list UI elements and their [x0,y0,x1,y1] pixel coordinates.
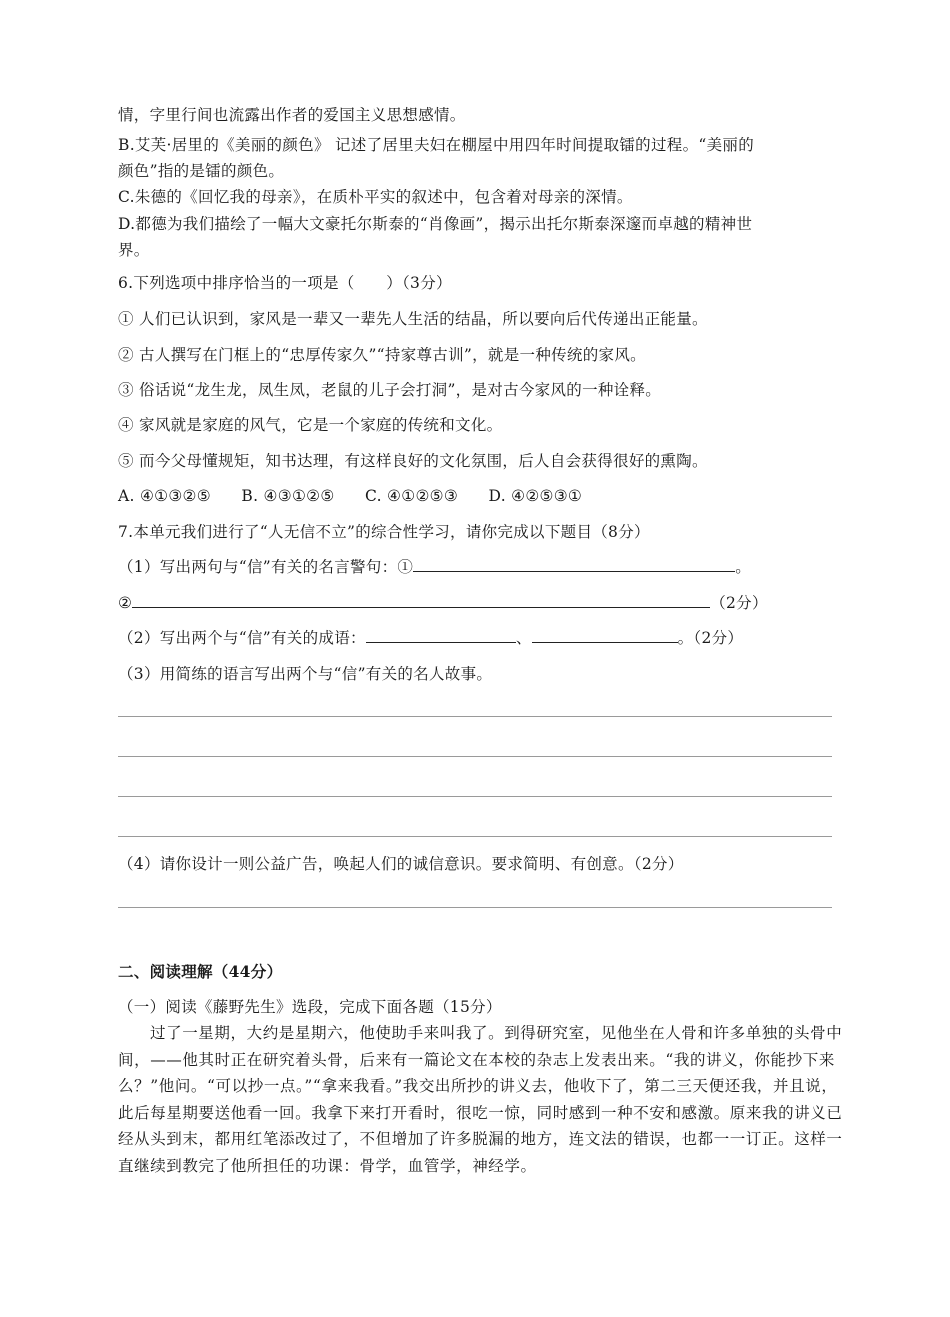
q6-item-3: ③ 俗话说“龙生龙，凤生凤，老鼠的儿子会打洞”，是对古今家风的一种诠释。 [118,381,662,399]
q7-part2-line [118,627,743,649]
q7-part1-blank2[interactable] [132,592,710,608]
q5-option-d-line2: 界。 [118,241,150,259]
q5-option-b-line1: B.艾芙·居里的《美丽的颜色》 记述了居里夫妇在棚屋中用四年时间提取镭的过程。“美丽的 [118,136,754,154]
q5-option-c: C.朱德的《回忆我的母亲》，在质朴平实的叙述中，包含着对母亲的深情。 [118,188,633,206]
answer-line-2[interactable] [118,756,832,757]
answer-line-5[interactable] [118,907,832,908]
q7-part1-line1 [118,556,751,578]
q6-item-2: ② 古人撰写在门框上的“忠厚传家久”“持家尊古训”，就是一种传统的家风。 [118,346,646,364]
q5-option-b-line2: 颜色”指的是镭的颜色。 [118,162,285,180]
q7-part1-line2 [118,592,768,614]
q7-part1-score: （2分） [710,594,768,612]
q6-stem: 6.下列选项中排序恰当的一项是（ ）（3分） [118,274,452,292]
q7-part1-mark2: ② [118,594,133,612]
q7-part2-sep: 、 [515,629,532,647]
section-sub-heading: （一）阅读《藤野先生》选段，完成下面各题（15分） [118,998,502,1016]
q7-part2-end: 。（2分） [677,629,744,647]
reading-passage: 过了一星期，大约是星期六，他使助手来叫我了。到得研究室，见他坐在人骨和许多单独的头骨中间，——他其时正在研究着头骨，后来有一篇论文在本校的杂志上发表出来。“我的讲义，你能抄下来么？”他问。“可以抄一点。”“拿来我看。”我交出所抄的讲义去，他收下了，第二三天便还我，并且说，此后每星期要送他看一回。我拿下来打开看时，很吃一惊，同时感到一种不安和感激。原来我的讲义已经从头到末，都用红笔添改过了，不但增加了许多脱漏的地方，连文法的错误，也都一一订正。这样一直继续到教完了他所担任的功课：骨学，血管学，神经学。 [118,1024,843,1175]
section-heading: 二、阅读理解（44分） [118,962,283,981]
q6-option-a[interactable]: A. ④①③②⑤ [118,487,211,505]
q7-part4-prompt: （4）请你设计一则公益广告，唤起人们的诚信意识。要求简明、有创意。（2分） [118,855,684,873]
q6-item-5: ⑤ 而今父母懂规矩，知书达理，有这样良好的文化氛围，后人自会获得很好的熏陶。 [118,452,708,470]
q7-part2-blank1[interactable] [366,627,516,643]
q6-option-d[interactable]: D. ④②⑤③① [488,487,583,505]
q6-option-b[interactable]: B. ④③①②⑤ [241,487,335,505]
q7-part3-prompt: （3）用简练的语言写出两个与“信”有关的名人故事。 [118,665,493,683]
answer-line-4[interactable] [118,836,832,837]
q7-part2-blank2[interactable] [532,627,678,643]
q5-option-a-tail: 情，字里行间也流露出作者的爱国主义思想感情。 [118,106,466,124]
q7-part2-prompt: （2）写出两个与“信”有关的成语： [118,629,366,647]
q5-option-d-line1: D.都德为我们描绘了一幅大文豪托尔斯泰的“肖像画”，揭示出托尔斯泰深邃而卓越的精神世 [118,215,753,233]
answer-line-1[interactable] [118,716,832,717]
q7-stem: 7.本单元我们进行了“人无信不立”的综合性学习，请你完成以下题目（8分） [118,523,650,541]
q7-part1-period: 。 [735,558,752,576]
q6-item-1: ① 人们已认识到，家风是一辈又一辈先人生活的结晶，所以要向后代传递出正能量。 [118,310,708,328]
q6-item-4: ④ 家风就是家庭的风气，它是一个家庭的传统和文化。 [118,416,503,434]
q6-options [118,485,582,507]
q7-part1-prompt: （1）写出两句与“信”有关的名言警句：① [118,558,414,576]
answer-line-3[interactable] [118,796,832,797]
q7-part1-blank1[interactable] [413,556,735,572]
q6-option-c[interactable]: C. ④①②⑤③ [365,487,459,505]
